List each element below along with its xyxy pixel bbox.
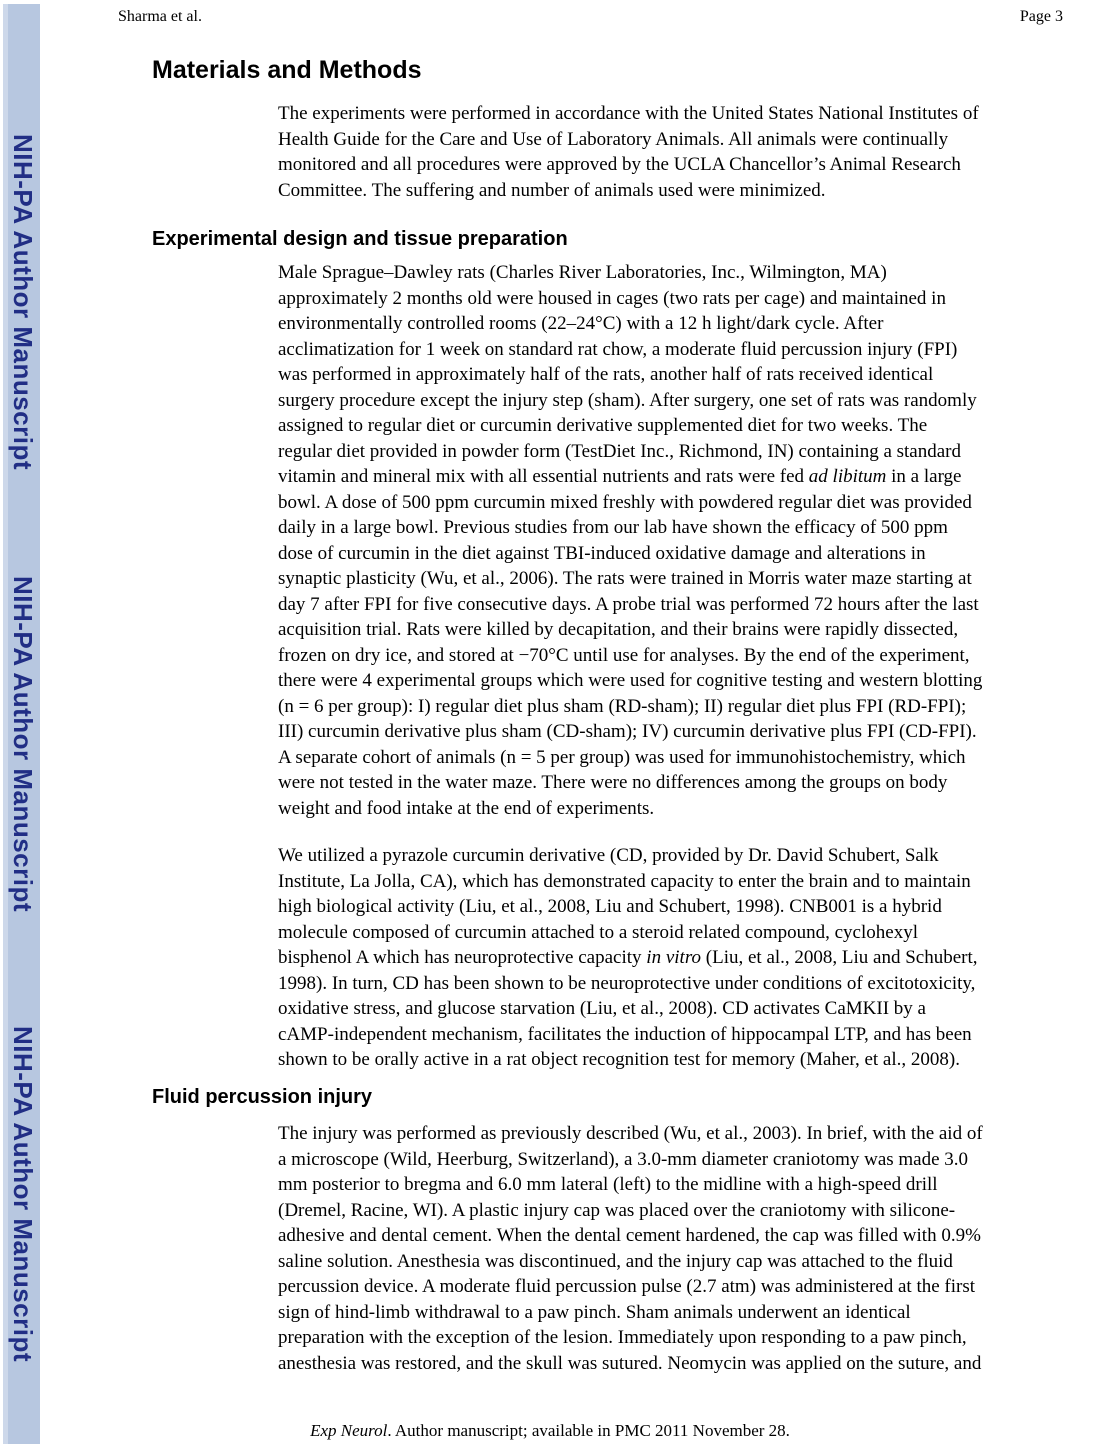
- text-run: (Dremel, Racine, WI). A plastic injury cap was placed over the craniotomy with silicone-: [278, 1199, 956, 1221]
- text-run: environmentally controlled rooms (22–24°C) with a 12 h light/dark cycle. After: [278, 313, 884, 334]
- text-line: [278, 1325, 983, 1351]
- journal-citation-footer: [0, 1421, 1100, 1441]
- text-run: percussion device. A moderate fluid percussion pulse (2.7 atm) was administered at the first: [278, 1276, 976, 1297]
- text-line: [278, 971, 978, 997]
- body-paragraph: [278, 101, 979, 203]
- text-line: [278, 1172, 983, 1198]
- text-line: [278, 643, 982, 669]
- text-line: [278, 439, 982, 465]
- text-line: [278, 1249, 983, 1275]
- text-run: dose of curcumin in the diet against TBI-induced oxidative damage and alterations in: [278, 542, 926, 564]
- text-run: mm posterior to bregma and 6.0 mm lateral (left) to the midline with a high-speed drill: [278, 1174, 938, 1195]
- body-paragraph: [278, 1121, 983, 1376]
- text-line: [278, 260, 982, 286]
- text-run: daily in a large bowl. Previous studies from our lab have shown the efficacy of 500 ppm: [278, 517, 948, 538]
- italic-text-run: Exp Neurol: [310, 1421, 388, 1440]
- text-run: saline solution. Anesthesia was discontinued, and the injury cap was attached to the fluid: [278, 1250, 953, 1272]
- text-line: [278, 1274, 983, 1300]
- text-line: [278, 464, 982, 490]
- text-run: were not tested in the water maze. There were no differences among the groups on body: [278, 772, 948, 793]
- text-line: [278, 1300, 983, 1326]
- text-line: [278, 362, 982, 388]
- text-line: [278, 152, 979, 178]
- text-run: (Liu, et al., 2008, Liu and Schubert,: [701, 947, 978, 968]
- text-run: oxidative stress, and glucose starvation (Liu, et al., 2008). CD activates CaMKII by a: [278, 998, 926, 1019]
- text-run: preparation with the exception of the lesion. Immediately upon responding to a paw pinch,: [278, 1327, 967, 1348]
- text-run: high biological activity (Liu, et al., 2008, Liu and Schubert, 1998). CNB001 is a hybrid: [278, 896, 942, 917]
- text-run: Institute, La Jolla, CA), which has demonstrated capacity to enter the brain and to maintain: [278, 870, 971, 892]
- subsection-heading: Experimental design and tissue preparation: [152, 228, 568, 250]
- text-line: [278, 127, 979, 153]
- text-run: 1998). In turn, CD has been shown to be neuroprotective under conditions of excitotoxicity,: [278, 972, 976, 994]
- text-run: bowl. A dose of 500 ppm curcumin mixed freshly with powdered regular diet was provided: [278, 491, 972, 513]
- text-run: weight and food intake at the end of experiments.: [278, 797, 655, 819]
- body-paragraph: [278, 843, 978, 1073]
- text-line: [278, 945, 978, 971]
- text-run: molecule composed of curcumin attached to a steroid related compound, cyclohexyl: [278, 921, 918, 943]
- text-run: cAMP-independent mechanism, facilitates the induction of hippocampal LTP, and has been: [278, 1023, 972, 1045]
- text-run: Male Sprague–Dawley rats (Charles River Laboratories, Inc., Wilmington, MA): [278, 262, 887, 283]
- text-run: monitored and all procedures were approved by the UCLA Chancellor’s Animal Research: [278, 154, 961, 175]
- text-run: sign of hind-limb withdrawal to a paw pinch. Sham animals underwent an identical: [278, 1301, 911, 1323]
- text-line: [278, 566, 982, 592]
- text-run: there were 4 experimental groups which were used for cognitive testing and western blotting: [278, 670, 983, 691]
- text-line: [278, 1022, 978, 1048]
- text-line: [278, 311, 982, 337]
- text-line: [278, 1121, 983, 1147]
- text-line: [278, 843, 978, 869]
- text-line: [278, 515, 982, 541]
- text-run: was performed in approximately half of the rats, another half of rats received identical: [278, 364, 934, 385]
- running-head-author: Sharma et al.: [118, 8, 202, 25]
- text-run: shown to be orally active in a rat object recognition test for memory (Maher, et al., 2008).: [278, 1049, 960, 1070]
- page-number-label: Page 3: [1019, 8, 1063, 25]
- text-line: [278, 996, 978, 1022]
- text-line: [278, 286, 982, 312]
- text-line: [278, 1147, 983, 1173]
- text-line: [278, 719, 982, 745]
- text-run: . Author manuscript; available in PMC 2011 November 28.: [387, 1421, 790, 1440]
- text-line: [278, 413, 982, 439]
- text-run: a microscope (Wild, Heerburg, Switzerland), a 3.0-mm diameter craniotomy was made 3.0: [278, 1148, 969, 1170]
- text-run: Committee. The suffering and number of animals used were minimized.: [278, 179, 826, 201]
- text-line: [278, 337, 982, 363]
- text-run: vitamin and mineral mix with all essential nutrients and rats were fed: [278, 466, 809, 487]
- text-line: [278, 770, 982, 796]
- nih-pa-watermark-text: NIH-PA Author Manuscript: [8, 576, 38, 913]
- text-run: (n = 6 per group): I) regular diet plus sham (RD-sham); II) regular diet plus FPI (RD-FPI);: [278, 695, 967, 717]
- text-run: regular diet provided in powder form (TestDiet Inc., Richmond, IN) containing a standard: [278, 440, 961, 462]
- text-line: [278, 920, 978, 946]
- materials-and-methods-heading: Materials and Methods: [152, 56, 422, 84]
- italic-text-run: ad libitum: [808, 466, 887, 487]
- text-line: [278, 1351, 983, 1377]
- text-line: [278, 668, 982, 694]
- text-run: The experiments were performed in accordance with the United States National Institutes of: [278, 103, 979, 124]
- text-run: surgery procedure except the injury step (sham). After surgery, one set of rats was randomly: [278, 389, 977, 411]
- text-run: anesthesia was restored, and the skull was sutured. Neomycin was applied on the suture, and: [278, 1352, 982, 1374]
- text-run: bisphenol A which has neuroprotective capacity: [278, 947, 647, 968]
- nih-pa-watermark-strip: [3, 4, 40, 1444]
- text-run: day 7 after FPI for five consecutive days. A probe trial was performed 72 hours after the last: [278, 593, 979, 615]
- text-line: [278, 869, 978, 895]
- italic-text-run: in vitro: [646, 947, 702, 968]
- text-run: The injury was performed as previously described (Wu, et al., 2003). In brief, with the aid of: [278, 1123, 983, 1144]
- text-run: acclimatization for 1 week on standard rat chow, a moderate fluid percussion injury (FPI): [278, 338, 958, 360]
- text-run: in a large: [886, 466, 962, 487]
- text-run: III) curcumin derivative plus sham (CD-sham); IV) curcumin derivative plus FPI (CD-FPI).: [278, 721, 977, 742]
- nih-pa-watermark-text: NIH-PA Author Manuscript: [8, 1026, 38, 1363]
- text-line: [278, 796, 982, 822]
- text-line: [278, 388, 982, 414]
- text-run: approximately 2 months old were housed in cages (two rats per cage) and maintained in: [278, 287, 946, 309]
- text-line: [278, 541, 982, 567]
- text-line: [278, 490, 982, 516]
- text-line: [278, 694, 982, 720]
- body-paragraph: [278, 260, 982, 821]
- text-run: assigned to regular diet or curcumin derivative supplemented diet for two weeks. The: [278, 415, 928, 436]
- text-line: [278, 1047, 978, 1073]
- text-run: Health Guide for the Care and Use of Laboratory Animals. All animals were continually: [278, 128, 949, 150]
- text-run: acquisition trial. Rats were killed by decapitation, and their brains were rapidly dissected,: [278, 619, 959, 640]
- text-line: [278, 178, 979, 204]
- text-run: synaptic plasticity (Wu, et al., 2006). The rats were trained in Morris water maze starting at: [278, 568, 972, 589]
- subsection-heading: Fluid percussion injury: [152, 1086, 373, 1108]
- text-line: [278, 745, 982, 771]
- text-line: [278, 1198, 983, 1224]
- text-run: adhesive and dental cement. When the dental cement hardened, the cap was filled with 0.9%: [278, 1225, 981, 1246]
- text-run: A separate cohort of animals (n = 5 per group) was used for immunohistochemistry, which: [278, 746, 966, 768]
- nih-pa-watermark-text: NIH-PA Author Manuscript: [8, 134, 38, 471]
- text-line: [278, 101, 979, 127]
- text-run: frozen on dry ice, and stored at −70°C until use for analyses. By the end of the experiment,: [278, 644, 970, 666]
- text-line: [278, 894, 978, 920]
- text-run: We utilized a pyrazole curcumin derivative (CD, provided by Dr. David Schubert, Salk: [278, 845, 939, 866]
- text-line: [278, 617, 982, 643]
- text-line: [278, 592, 982, 618]
- text-line: [278, 1223, 983, 1249]
